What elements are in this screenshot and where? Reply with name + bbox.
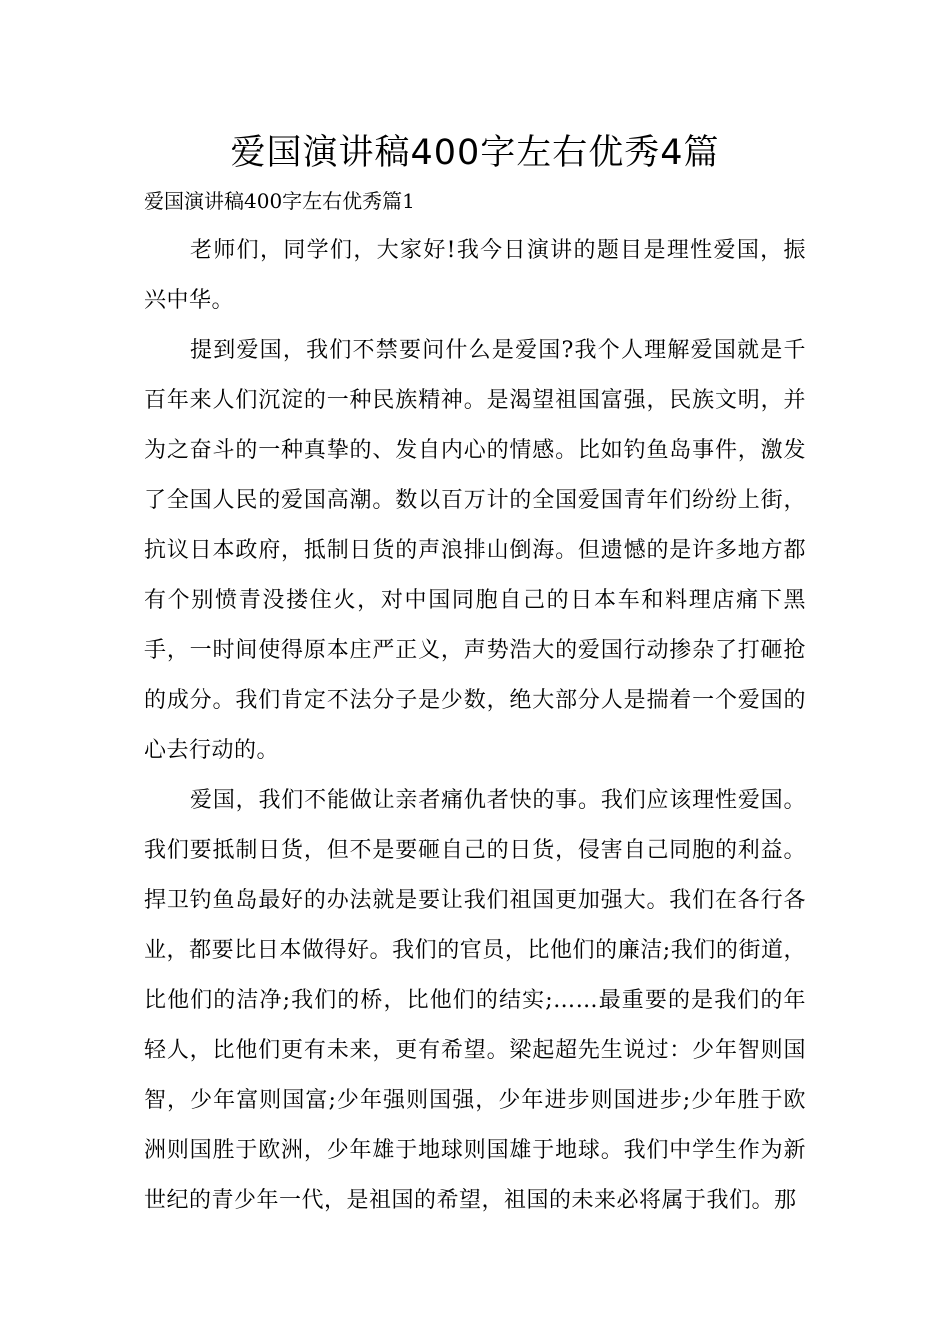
section-heading: 爱国演讲稿400字左右优秀篇1 [144, 189, 415, 213]
document-title: 爱国演讲稿400字左右优秀4篇 [230, 133, 720, 173]
document-body [144, 226, 806, 1226]
paragraph: 提到爱国，我们不禁要问什么是爱国?我个人理解爱国就是千百年来人们沉淀的一种民族精神。是渴望祖国富强，民族文明，并为之奋斗的一种真挚的、发自内心的情感。比如钓鱼岛事件，激发了全国人民的爱国高潮。数以百万计的全国爱国青年们纷纷上街，抗议日本政府，抵制日货的声浪排山倒海。但遗憾的是许多地方都有个别愤青没搂住火，对中国同胞自己的日本车和料理店痛下黑手，一时间使得原本庄严正义，声势浩大的爱国行动掺杂了打砸抢的成分。我们肯定不法分子是少数，绝大部分人是揣着一个爱国的心去行动的。 [144, 338, 806, 763]
paragraph: 爱国，我们不能做让亲者痛仇者快的事。我们应该理性爱国。我们要抵制日货，但不是要砸自己的日货，侵害自己同胞的利益。捍卫钓鱼岛最好的办法就是要让我们祖国更加强大。我们在各行各业，都要比日本做得好。我们的官员，比他们的廉洁;我们的街道，比他们的洁净;我们的桥，比他们的结实;……最重要的是我们的年轻人，比他们更有未来，更有希望。梁起超先生说过：少年智则国智，少年富则国富;少年强则国强，少年进步则国进步;少年胜于欧洲则国胜于欧洲，少年雄于地球则国雄于地球。我们中学生作为新世纪的青少年一代，是祖国的希望，祖国的未来必将属于我们。那 [144, 788, 806, 1213]
paragraph: 老师们，同学们，大家好!我今日演讲的题目是理性爱国，振兴中华。 [144, 238, 806, 313]
